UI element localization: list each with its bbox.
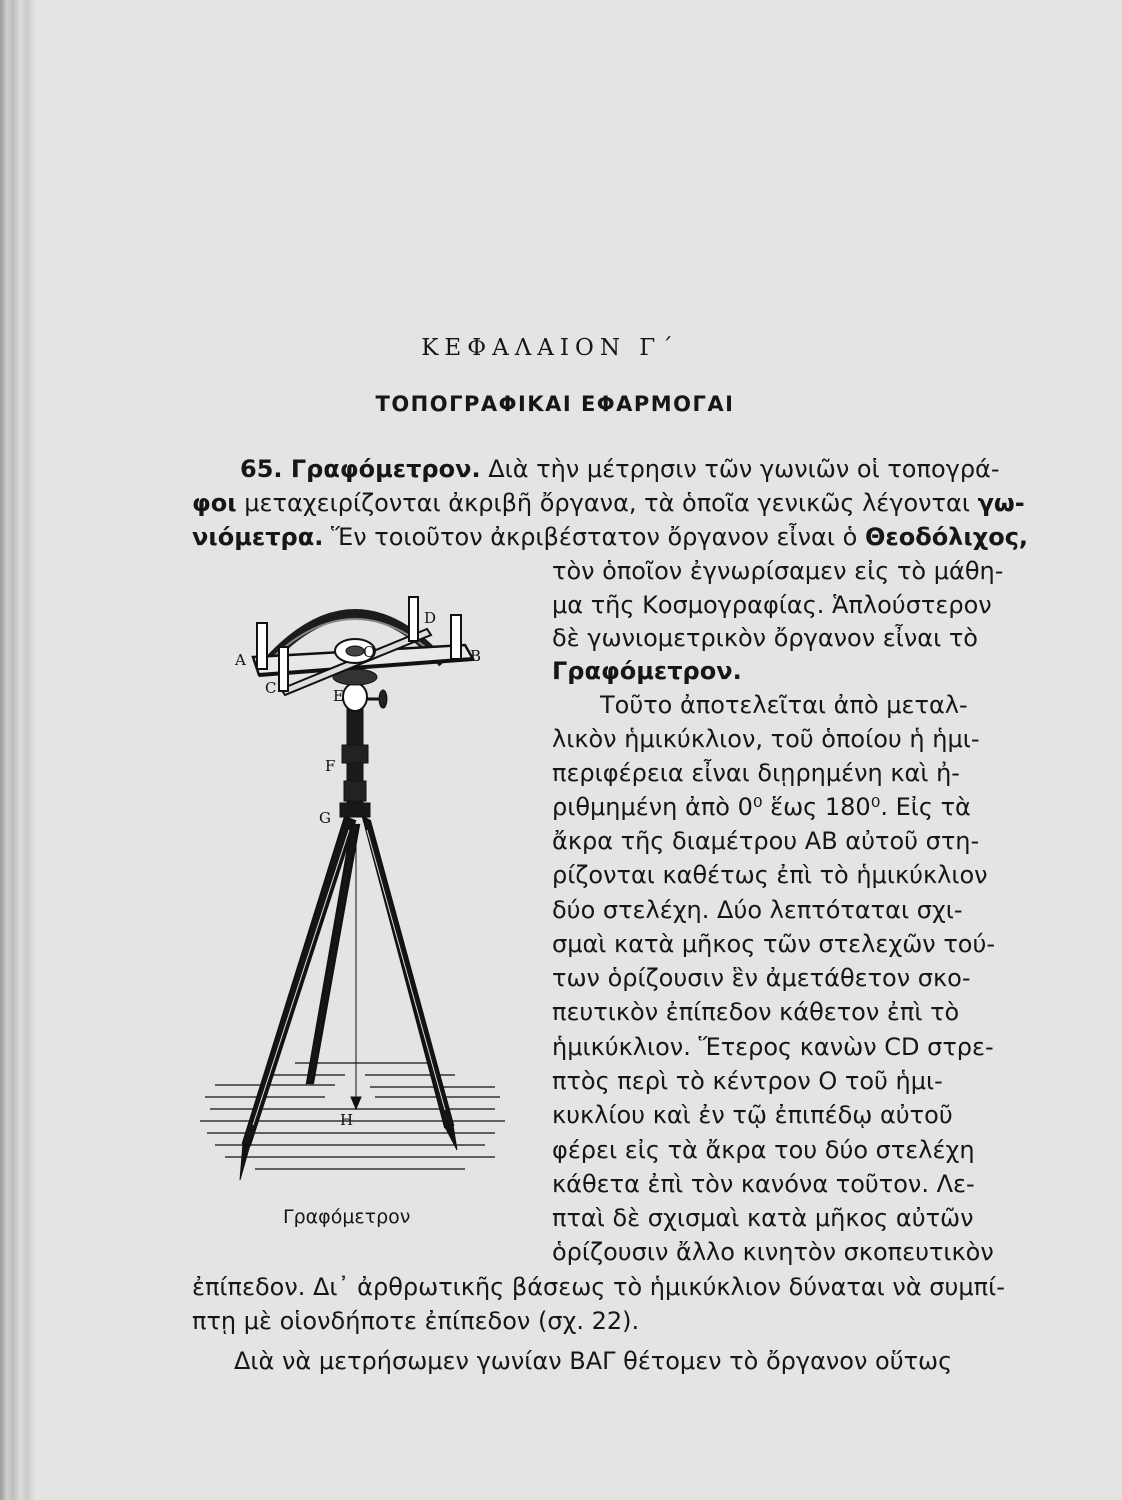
text-line: δὲ γωνιομετρικὸν ὄργανον εἶναι τὸ [552, 624, 978, 652]
text-line [192, 488, 1025, 518]
bold-term: Γραφόμετρον. [552, 657, 742, 685]
line-text: Ἕν τοιοῦτον ἀκριβέστατον ὄργανον εἶναι ὁ [323, 523, 865, 551]
text-line: πτῃ μὲ οἱονδήποτε ἐπίπεδον (σχ. 22). [192, 1307, 640, 1335]
line-text: Διὰ τὴν μέτρησιν τῶν γωνιῶν οἱ τοπογρά- [480, 455, 1000, 483]
figure-label: E [333, 687, 344, 705]
figure-label: O [363, 643, 376, 661]
bold-term: νιόμετρα. [192, 523, 324, 551]
text-line: ὁρίζουσιν ἄλλο κινητὸν σκοπευτικὸν [552, 1238, 994, 1266]
text-line [552, 656, 742, 686]
text-line: πευτικὸν ἐπίπεδον κάθετον ἐπὶ τὸ [552, 998, 960, 1026]
text-line: λικὸν ἡμικύκλιον, τοῦ ὁποίου ἡ ἡμι- [552, 725, 980, 753]
section-heading: ΤΟΠΟΓΡΑΦΙΚΑΙ ΕΦΑΡΜΟΓΑΙ [375, 392, 735, 416]
text-line: φέρει εἰς τὰ ἄκρα του δύο στελέχη [552, 1136, 975, 1164]
text-line: ἄκρα τῆς διαμέτρου ΑΒ αὐτοῦ στη- [552, 827, 980, 855]
figure-label: H [340, 1111, 354, 1129]
text-line: περιφέρεια εἶναι διῃρημένη καὶ ἠ- [552, 759, 960, 787]
bold-term: Θεοδόλιχος, [864, 523, 1029, 551]
figure-caption: Γραφόμετρον [283, 1206, 411, 1228]
book-spine-shadow [0, 0, 34, 1500]
bold-term: φοι [192, 489, 237, 517]
figure-label: C [265, 679, 277, 697]
figure-label: A [235, 651, 246, 669]
chapter-title: ΚΕΦΑΛΑΙΟΝ Γ΄ [421, 335, 679, 361]
figure-label: F [325, 757, 336, 775]
section-number-title: 65. Γραφόμετρον. [240, 455, 481, 483]
line-text: μεταχειρίζονται ἀκριβῆ ὄργανα, τὰ ὁποῖα γενικῶς λέγονται [236, 489, 978, 517]
text-line: πταὶ δὲ σχισμαὶ κατὰ μῆκος αὐτῶν [552, 1204, 974, 1232]
graphometer-illustration [195, 585, 515, 1205]
text-line [240, 454, 1030, 484]
text-line: Τοῦτο ἀποτελεῖται ἀπὸ μεταλ- [600, 691, 968, 719]
text-line: κυκλίου καὶ ἐν τῷ ἐπιπέδῳ αὐτοῦ [552, 1101, 953, 1129]
text-line: μα τῆς Κοσμογραφίας. Ἁπλούστερον [552, 591, 992, 619]
text-line: ρίζονται καθέτως ἐπὶ τὸ ἡμικύκλιον [552, 861, 988, 889]
text-line: ριθμημένη ἀπὸ 0⁰ ἕως 180⁰. Εἰς τὰ [552, 793, 971, 821]
text-line: δύο στελέχη. Δύο λεπτόταται σχι- [552, 896, 963, 924]
figure-label: B [470, 647, 482, 665]
text-line: ἐπίπεδον. Δι᾽ ἀρθρωτικῆς βάσεως τὸ ἡμικύκλιον δύναται νὰ συμπί- [192, 1273, 1005, 1301]
text-line: ἡμικύκλιον. Ἕτερος κανὼν CD στρε- [552, 1033, 994, 1061]
figure-label: G [319, 809, 331, 827]
text-line: Διὰ νὰ μετρήσωμεν γωνίαν ΒΑΓ θέτομεν τὸ ὄργανον οὕτως [234, 1347, 953, 1375]
text-line: πτὸς περὶ τὸ κέντρον Ο τοῦ ἡμι- [552, 1067, 943, 1095]
text-line: κάθετα ἐπὶ τὸν κανόνα τοῦτον. Λε- [552, 1170, 975, 1198]
text-line: σμαὶ κατὰ μῆκος τῶν στελεχῶν τού- [552, 930, 996, 958]
text-line [192, 522, 1028, 552]
figure-label: D [424, 609, 437, 627]
text-line: των ὁρίζουσιν ἓν ἀμετάθετον σκο- [552, 964, 971, 992]
text-line: τὸν ὁποῖον ἐγνωρίσαμεν εἰς τὸ μάθη- [552, 557, 1004, 585]
bold-term: γω- [977, 489, 1025, 517]
